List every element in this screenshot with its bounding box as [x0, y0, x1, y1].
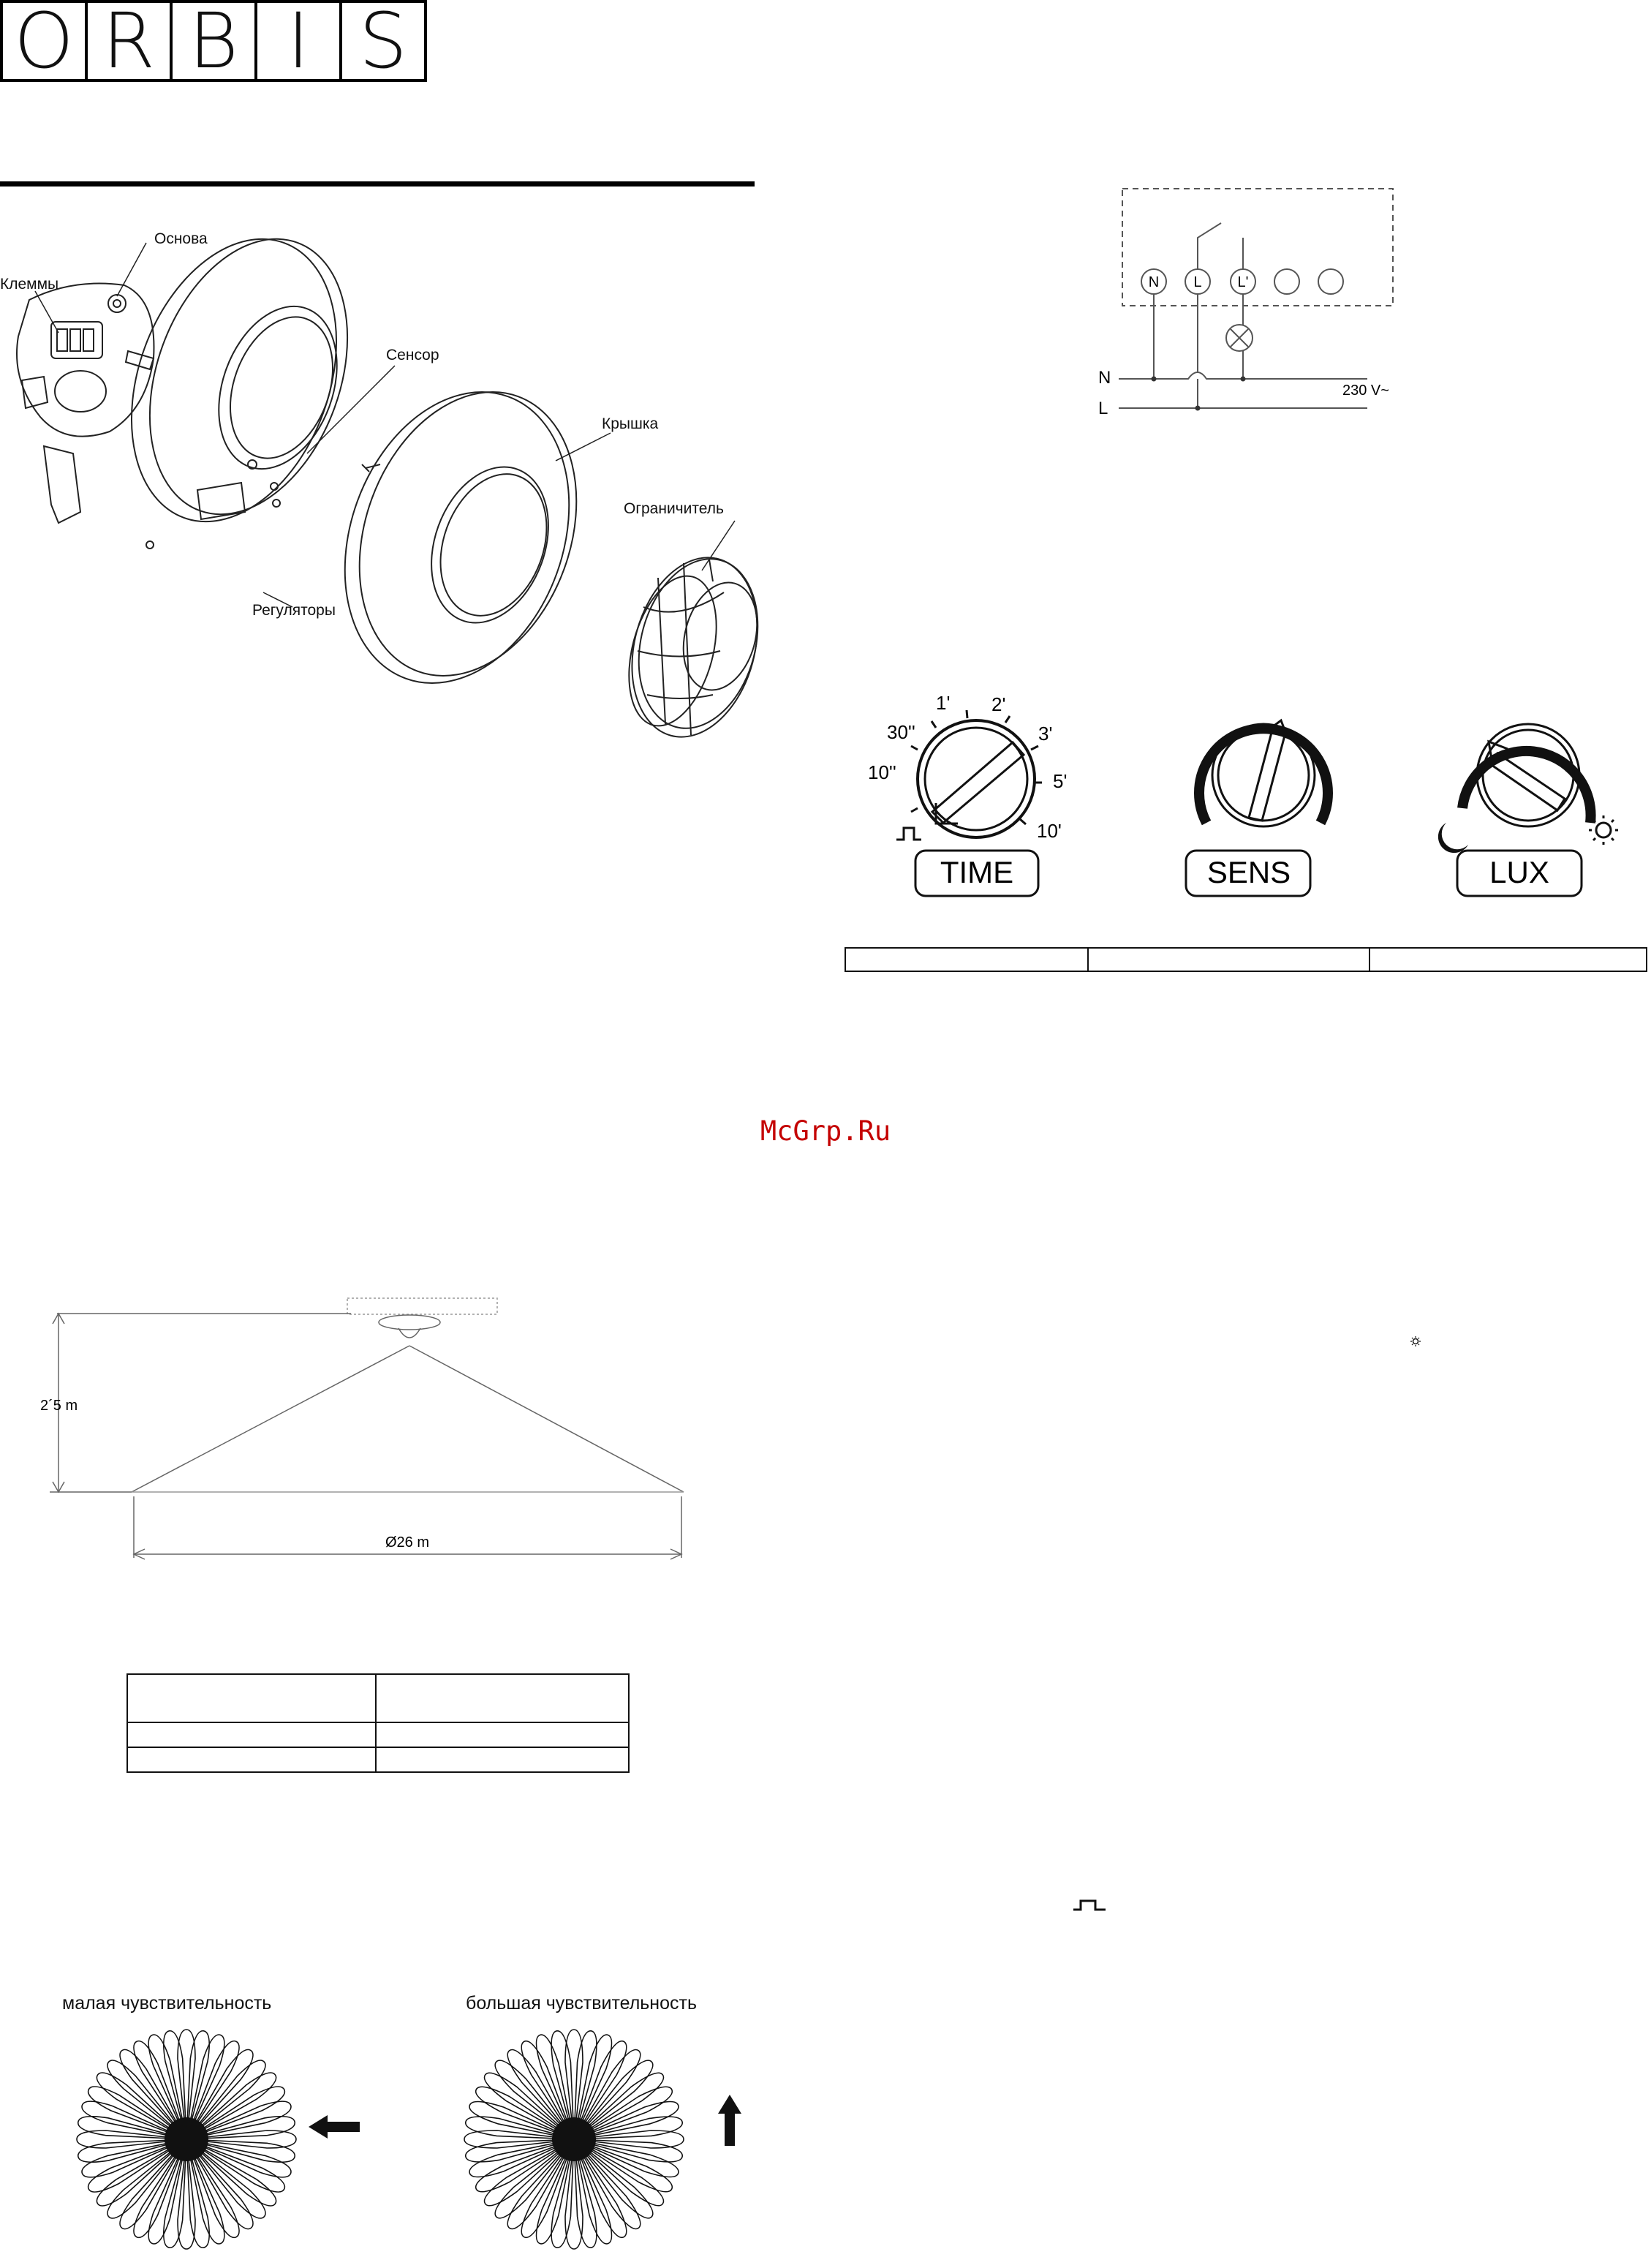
- lux-dial[interactable]: [1426, 673, 1645, 907]
- table-cell: [1369, 948, 1647, 971]
- low-sensitivity-label: малая чувствительность: [62, 1993, 272, 2013]
- coverage-diagram: [29, 1280, 709, 1572]
- limiter: [613, 543, 776, 751]
- sensor-center: [165, 2117, 208, 2161]
- sun-icon: [1410, 1335, 1421, 1347]
- voltage-label: 230 V~: [1342, 383, 1389, 399]
- low-sensitivity-pattern: [66, 2019, 307, 2260]
- table-cell: [376, 1747, 629, 1772]
- label-regulators: Регуляторы: [252, 602, 336, 619]
- time-tick-label: 10'': [868, 761, 896, 783]
- table-cell: [127, 1747, 376, 1772]
- time-pointer: [932, 742, 1024, 823]
- table-row: [127, 1674, 629, 1722]
- terminal-empty: [1274, 269, 1299, 294]
- coverage-table: [126, 1673, 630, 1773]
- high-sensitivity-label: большая чувствительность: [466, 1993, 697, 2013]
- line-n-label: N: [1098, 368, 1111, 388]
- time-label: TIME: [940, 855, 1014, 889]
- lux-label: LUX: [1489, 855, 1549, 889]
- orbis-logo: [0, 0, 427, 86]
- sens-label: SENS: [1206, 855, 1291, 889]
- label-terminals: Клеммы: [0, 276, 59, 293]
- table-cell: [376, 1722, 629, 1747]
- exploded-view-illustration: [0, 212, 782, 775]
- watermark: McGrp.Ru: [760, 1115, 891, 1147]
- logo-letter: O: [0, 0, 88, 82]
- sensor-housing-outline: [1122, 189, 1393, 306]
- table-row: [127, 1722, 629, 1747]
- sens-dial[interactable]: [1163, 673, 1353, 907]
- height-label: 2´5 m: [40, 1398, 78, 1414]
- label-cover: Крышка: [602, 415, 659, 432]
- label-base: Основа: [154, 230, 208, 247]
- table-row: [845, 948, 1647, 971]
- base-plate: [17, 284, 154, 524]
- arrow-up-icon: [715, 2093, 744, 2148]
- pulse-icon: [1073, 1898, 1106, 1913]
- label-sensor: Сенсор: [386, 347, 439, 363]
- table-row: [127, 1747, 629, 1772]
- table-cell: [376, 1674, 629, 1722]
- high-sensitivity-pattern: [453, 2019, 695, 2260]
- sun-icon: [1589, 815, 1618, 845]
- dials-table: [845, 947, 1647, 972]
- ceiling: [347, 1298, 497, 1314]
- terminal-label: L: [1193, 274, 1202, 290]
- sens-pointer: [1249, 730, 1285, 821]
- logo-letter: B: [170, 0, 257, 82]
- sensor-center: [552, 2117, 596, 2161]
- wiring-diagram: [1089, 183, 1440, 432]
- moon-icon: [1438, 823, 1468, 853]
- time-tick-label: 5': [1053, 770, 1068, 792]
- relay-contact: [1198, 223, 1221, 269]
- line-l-label: L: [1098, 399, 1108, 418]
- header-rule: [0, 181, 755, 187]
- time-tick-label: 1': [936, 692, 951, 714]
- time-tick-label: 30'': [887, 721, 915, 743]
- terminal-label: L': [1237, 274, 1249, 290]
- logo-letter: S: [339, 0, 427, 82]
- terminal-empty: [1318, 269, 1343, 294]
- table-cell: [127, 1722, 376, 1747]
- sensor-icon: [379, 1315, 440, 1330]
- time-tick-label: 10': [1037, 820, 1062, 842]
- table-cell: [1088, 948, 1369, 971]
- terminal-label: N: [1148, 274, 1160, 290]
- table-cell: [127, 1674, 376, 1722]
- table-cell: [845, 948, 1088, 971]
- time-tick-label: 2': [991, 693, 1006, 715]
- sensor-body: [94, 212, 383, 550]
- cover: [306, 361, 614, 715]
- arrow-left-icon: [307, 2112, 362, 2141]
- pulse-icon: [896, 828, 921, 840]
- logo-letter: R: [85, 0, 173, 82]
- logo-letter: I: [254, 0, 342, 82]
- diameter-label: Ø26 m: [385, 1534, 430, 1551]
- time-tick-label: 3': [1038, 723, 1053, 745]
- time-dial[interactable]: [863, 673, 1104, 907]
- label-limiter: Ограничитель: [624, 500, 724, 517]
